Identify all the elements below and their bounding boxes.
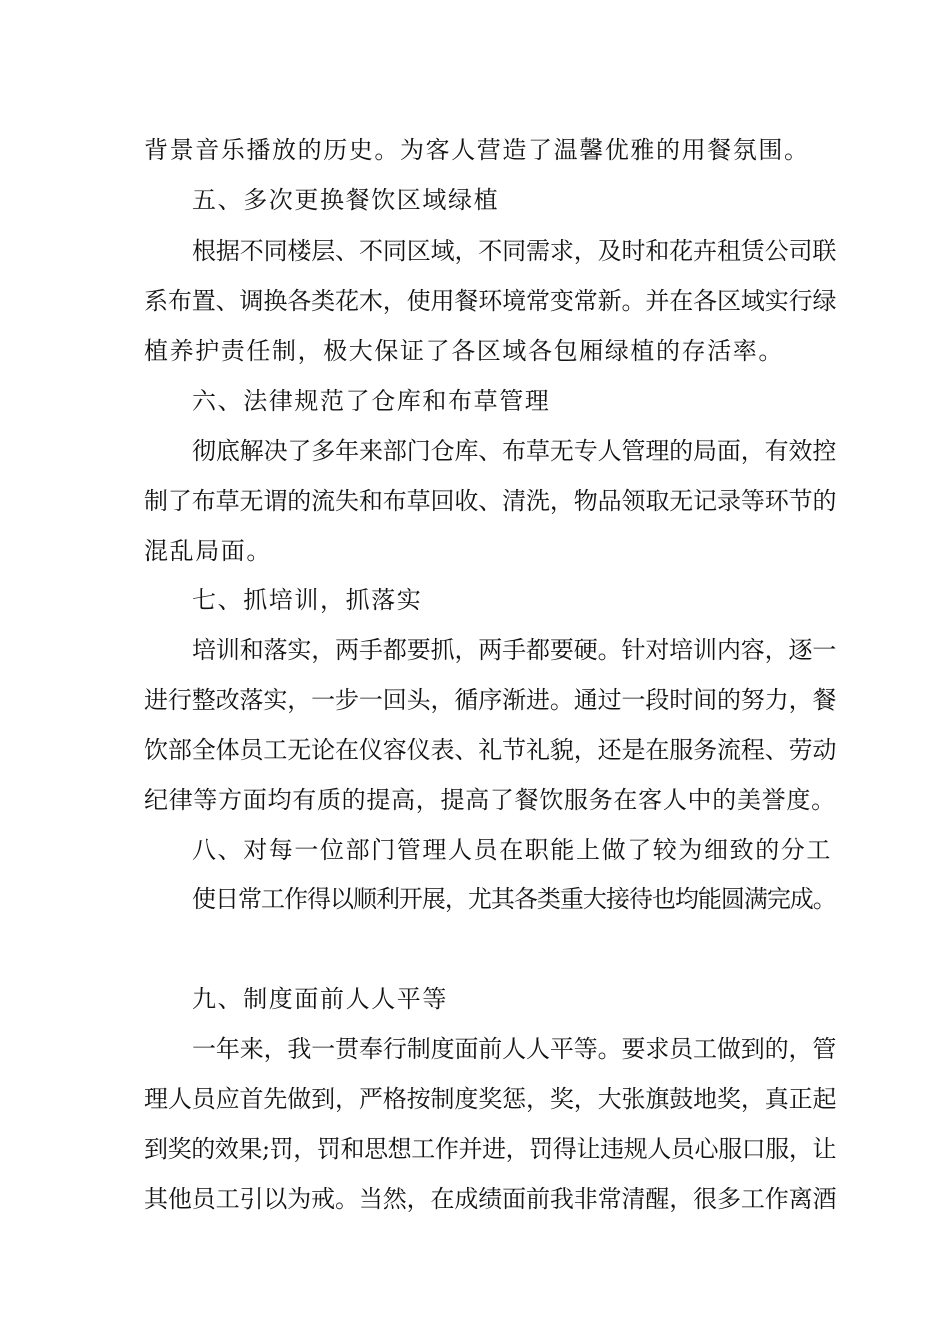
paragraph-line: 使日常工作得以顺利开展，尤其各类重大接待也均能圆满完成。 — [192, 885, 836, 913]
paragraph-line: 进行整改落实，一步一回头，循序渐进。通过一段时间的努力，餐 — [144, 686, 837, 714]
paragraph-line: 彻底解决了多年来部门仓库、布草无专人管理的局面，有效控 — [192, 437, 837, 465]
paragraph-line: 培训和落实，两手都要抓，两手都要硬。针对培训内容，逐一 — [192, 636, 837, 664]
paragraph-line: 理人员应首先做到，严格按制度奖惩，奖，大张旗鼓地奖，真正起 — [144, 1085, 837, 1113]
paragraph-line: 饮部全体员工无论在仪容仪表、礼节礼貌，还是在服务流程、劳动 — [144, 736, 837, 764]
paragraph-line: 其他员工引以为戒。当然，在成绩面前我非常清醒，很多工作离酒 — [144, 1185, 837, 1213]
section-heading-7: 七、抓培训，抓落实 — [192, 586, 423, 614]
paragraph-line: 一年来，我一贯奉行制度面前人人平等。要求员工做到的，管 — [192, 1035, 837, 1063]
paragraph-line: 混乱局面。 — [144, 537, 272, 565]
section-heading-9: 九、制度面前人人平等 — [192, 985, 448, 1013]
paragraph-line: 到奖的效果;罚，罚和思想工作并进，罚得让违规人员心服口服，让 — [144, 1135, 837, 1163]
paragraph-line: 植养护责任制，极大保证了各区域各包厢绿植的存活率。 — [144, 337, 784, 365]
paragraph-line: 系布置、调换各类花木，使用餐环境常变常新。并在各区域实行绿 — [144, 287, 837, 315]
paragraph-line: 纪律等方面均有质的提高，提高了餐饮服务在客人中的美誉度。 — [144, 786, 836, 814]
paragraph-line: 制了布草无谓的流失和布草回收、清洗，物品领取无记录等环节的 — [144, 487, 837, 515]
section-heading-6: 六、法律规范了仓库和布草管理 — [192, 387, 551, 415]
section-heading-5: 五、多次更换餐饮区域绿植 — [192, 186, 500, 214]
paragraph-line: 背景音乐播放的历史。为客人营造了温馨优雅的用餐氛围。 — [144, 136, 810, 164]
section-heading-8: 八、对每一位部门管理人员在职能上做了较为细致的分工 — [192, 836, 832, 864]
paragraph-line: 根据不同楼层、不同区域，不同需求，及时和花卉租赁公司联 — [192, 237, 837, 265]
